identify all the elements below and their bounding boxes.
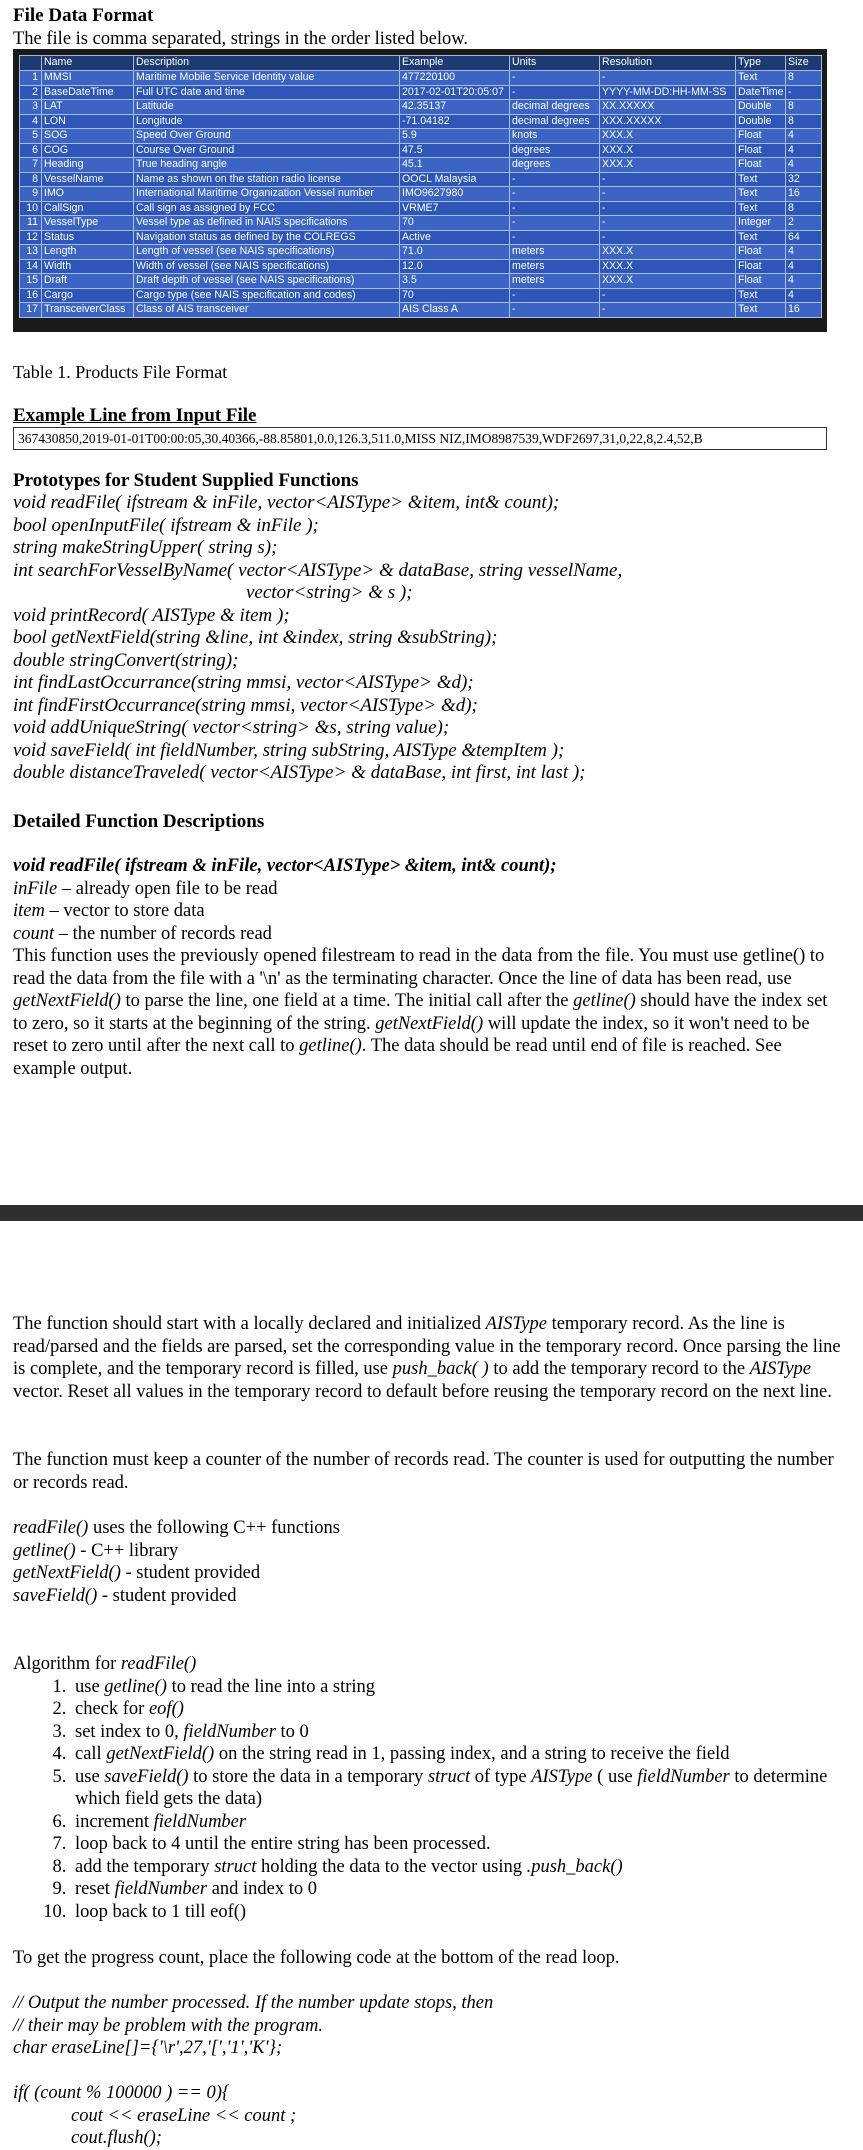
table-cell: 70 — [400, 288, 510, 303]
table-cell: 64 — [786, 230, 822, 245]
table-cell: 8 — [786, 201, 822, 216]
table-cell: - — [510, 85, 600, 100]
table-cell: 15 — [20, 274, 42, 289]
table-cell: Float — [736, 245, 786, 260]
table-cell: - — [510, 201, 600, 216]
table-cell: 45.1 — [400, 158, 510, 173]
table-cell: 32 — [786, 172, 822, 187]
function-uses-list: readFile() uses the following C++ functions getline() - C++ library getNextField() - student provided saveField() - student provided — [13, 1518, 340, 1606]
table-cell: IMO — [42, 187, 134, 202]
prototype-line: int findFirstOccurrance(string mmsi, vector<AISType> &d); — [13, 694, 478, 716]
param-line — [13, 878, 843, 901]
table-cell: degrees — [510, 158, 600, 173]
example-line-title: Example Line from Input File — [13, 405, 257, 426]
prototype-line: void printRecord( AISType & item ); — [13, 604, 290, 626]
prototype-line: void saveField( int fieldNumber, string subString, AISType &tempItem ); — [13, 739, 565, 761]
table-cell: Double — [736, 114, 786, 129]
table-cell: Active — [400, 230, 510, 245]
table-header-cell: Name — [42, 56, 134, 71]
table-header-cell: Resolution — [600, 56, 736, 71]
table-cell: Status — [42, 230, 134, 245]
table-header-cell — [20, 56, 42, 71]
progress-code-block — [13, 1992, 843, 2150]
table-cell: 8 — [786, 100, 822, 115]
table-cell: 6 — [20, 143, 42, 158]
section-title-file-data-format: File Data Format — [13, 5, 154, 26]
table-cell: Full UTC date and time — [134, 85, 400, 100]
table-cell: 71.0 — [400, 245, 510, 260]
table-cell: Longitude — [134, 114, 400, 129]
file-format-table — [19, 55, 822, 318]
table-cell: Float — [736, 274, 786, 289]
table-cell: Text — [736, 288, 786, 303]
table-cell: IMO9627980 — [400, 187, 510, 202]
table-cell: Navigation status as defined by the COLREGS — [134, 230, 400, 245]
table-cell: OOCL Malaysia — [400, 172, 510, 187]
table-cell: True heading angle — [134, 158, 400, 173]
table-cell: 8 — [786, 71, 822, 86]
table-cell: 17 — [20, 303, 42, 318]
table-row — [20, 114, 822, 129]
readfile-description — [13, 855, 843, 1080]
table-cell: XXX.X — [600, 245, 736, 260]
table-cell: 12 — [20, 230, 42, 245]
table-cell: VesselType — [42, 216, 134, 231]
algorithm-steps — [13, 1676, 843, 1924]
table-cell: - — [510, 216, 600, 231]
table-cell: BaseDateTime — [42, 85, 134, 100]
table-cell: DateTime — [736, 85, 786, 100]
code-line: cout.flush(); — [71, 2128, 162, 2148]
table-cell: 16 — [786, 303, 822, 318]
table-cell: - — [510, 230, 600, 245]
prototype-line: void addUniqueString( vector<string> &s, string value); — [13, 717, 450, 738]
table-cell: Draft depth of vessel (see NAIS specifications) — [134, 274, 400, 289]
table-cell: Cargo type (see NAIS specification and codes) — [134, 288, 400, 303]
table-cell: XX.XXXXX — [600, 100, 736, 115]
table-cell: - — [510, 303, 600, 318]
table-header-cell: Type — [736, 56, 786, 71]
progress-instruction: To get the progress count, place the following code at the bottom of the read loop. — [13, 1948, 620, 1968]
table-row — [20, 303, 822, 318]
table-cell: Float — [736, 259, 786, 274]
table-cell: 10 — [20, 201, 42, 216]
table-cell: 12.0 — [400, 259, 510, 274]
algorithm-step: 7. loop back to 4 until the entire string has been processed. — [71, 1833, 843, 1856]
table-row — [20, 85, 822, 100]
table-cell: Name as shown on the station radio license — [134, 172, 400, 187]
algorithm-section — [13, 1653, 843, 1923]
table-cell: Cargo — [42, 288, 134, 303]
algorithm-step: 2. check for eof() — [71, 1698, 843, 1721]
prototypes-list — [13, 492, 622, 785]
table-cell: Heading — [42, 158, 134, 173]
table-cell: 4 — [786, 158, 822, 173]
algorithm-title: Algorithm for readFile() — [13, 1654, 197, 1674]
table-cell: - — [600, 187, 736, 202]
table-row — [20, 259, 822, 274]
table-cell: Draft — [42, 274, 134, 289]
algorithm-step: 6. increment fieldNumber — [71, 1811, 843, 1834]
algorithm-step: 1. use getline() to read the line into a string — [71, 1676, 843, 1699]
table-cell: Length — [42, 245, 134, 260]
table-cell: International Maritime Organization Vessel number — [134, 187, 400, 202]
table-cell: - — [600, 216, 736, 231]
table-cell: YYYY-MM-DD:HH-MM-SS — [600, 85, 736, 100]
table-cell: 8 — [786, 114, 822, 129]
param-name: item — [13, 901, 45, 921]
table-cell: Call sign as assigned by FCC — [134, 201, 400, 216]
table-cell: Text — [736, 201, 786, 216]
table-cell: Length of vessel (see NAIS specifications) — [134, 245, 400, 260]
table-row — [20, 143, 822, 158]
code-line — [13, 2060, 843, 2083]
table-cell: 4 — [20, 114, 42, 129]
readfile-start-paragraph: The function should start with a locally declared and initialized AISType temporary record. As the line is read/parsed and the fields are parsed, set the corresponding value in the temporary record. Once parsing the line is complete, and the temporary record is filled, use push_back( ) to add the temporary record to the AISType vector. Reset all values in the temporary record to default before reusing the temporary record on the next line. — [13, 1314, 841, 1402]
example-line-box: 367430850,2019-01-01T00:00:05,30.40366,-88.85801,0.0,126.3,511.0,MISS NIZ,IMO8987539,WDF2697,31,0,22,8,2.4,52,B — [13, 427, 827, 450]
table-cell: XXX.X — [600, 259, 736, 274]
algorithm-step: 5. use saveField() to store the data in a temporary struct of type AISType ( use fieldNumber to determine which field gets the data) — [71, 1766, 843, 1811]
table-header-cell: Example — [400, 56, 510, 71]
table-cell: 4 — [786, 143, 822, 158]
table-cell: Class of AIS transceiver — [134, 303, 400, 318]
table-cell: 16 — [786, 187, 822, 202]
table-cell: XXX.X — [600, 143, 736, 158]
code-line: // their may be problem with the program. — [13, 2015, 324, 2036]
table-cell: 14 — [20, 259, 42, 274]
table-cell: - — [600, 172, 736, 187]
table-cell: 5.9 — [400, 129, 510, 144]
table-row — [20, 158, 822, 173]
table-cell: 4 — [786, 129, 822, 144]
table-cell: - — [600, 230, 736, 245]
file-format-subtitle: The file is comma separated, strings in the order listed below. — [13, 28, 469, 49]
table-cell: CallSign — [42, 201, 134, 216]
algorithm-step: 3. set index to 0, fieldNumber to 0 — [71, 1721, 843, 1744]
table-cell: 2017-02-01T20:05:07 — [400, 85, 510, 100]
table-cell: - — [600, 303, 736, 318]
prototypes-title: Prototypes for Student Supplied Functions — [13, 470, 359, 491]
algorithm-step: 4. call getNextField() on the string read in 1, passing index, and a string to receive the field — [71, 1743, 843, 1766]
table-caption: Table 1. Products File Format — [13, 362, 228, 382]
table-cell: 4 — [786, 288, 822, 303]
table-cell: Speed Over Ground — [134, 129, 400, 144]
table-cell: Integer — [736, 216, 786, 231]
table-cell: Text — [736, 187, 786, 202]
table-cell: XXX.X — [600, 274, 736, 289]
table-row — [20, 216, 822, 231]
table-cell: 13 — [20, 245, 42, 260]
detailed-descriptions-title: Detailed Function Descriptions — [13, 811, 265, 832]
table-row — [20, 288, 822, 303]
table-row — [20, 201, 822, 216]
table-cell: Width — [42, 259, 134, 274]
prototype-line: double distanceTraveled( vector<AISType> & dataBase, int first, int last ); — [13, 762, 586, 783]
table-cell: Double — [736, 100, 786, 115]
table-cell: 7 — [20, 158, 42, 173]
table-cell: 4 — [786, 259, 822, 274]
table-row — [20, 100, 822, 115]
table-cell: degrees — [510, 143, 600, 158]
param-line — [13, 923, 843, 946]
table-cell: Text — [736, 303, 786, 318]
table-cell: 4 — [786, 274, 822, 289]
table-cell: 16 — [20, 288, 42, 303]
table-cell: decimal degrees — [510, 114, 600, 129]
table-cell: Float — [736, 143, 786, 158]
table-cell: 8 — [20, 172, 42, 187]
table-row — [20, 71, 822, 86]
table-row — [20, 274, 822, 289]
table-cell: XXX.XXXXX — [600, 114, 736, 129]
table-cell: TransceiverClass — [42, 303, 134, 318]
readfile-signature: void readFile( ifstream & inFile, vector<AISType> &item, int& count); — [13, 856, 557, 876]
table-cell: MMSI — [42, 71, 134, 86]
table-cell: Maritime Mobile Service Identity value — [134, 71, 400, 86]
page-break-divider — [0, 1205, 863, 1221]
table-cell: Text — [736, 230, 786, 245]
algorithm-step: 9. reset fieldNumber and index to 0 — [71, 1878, 843, 1901]
table-cell: VRME7 — [400, 201, 510, 216]
table-cell: Latitude — [134, 100, 400, 115]
table-cell: - — [600, 71, 736, 86]
table-cell: - — [510, 71, 600, 86]
table-cell: 2 — [20, 85, 42, 100]
table-cell: 11 — [20, 216, 42, 231]
table-cell: 1 — [20, 71, 42, 86]
code-line: // Output the number processed. If the number update stops, then — [13, 1993, 494, 2013]
table-cell: COG — [42, 143, 134, 158]
table-cell: 2 — [786, 216, 822, 231]
table-cell: decimal degrees — [510, 100, 600, 115]
table-cell: 3 — [20, 100, 42, 115]
table-cell: Width of vessel (see NAIS specifications) — [134, 259, 400, 274]
readfile-paragraph: This function uses the previously opened filestream to read in the data from the file. You must use getline() to read the data from the file with a '\n' as the terminating character. Once the line of data has been read, use getNextField() to parse the line, one field at a time. The initial call after the getline() should have the index set to zero, so it starts at the beginning of the string. getNextField() will update the index, so it won't need to be reset to zero until after the next call to getline(). The data should be read until end of file is reached. See example output. — [13, 946, 828, 1079]
table-cell: Course Over Ground — [134, 143, 400, 158]
table-cell: Vessel type as defined in NAIS specifications — [134, 216, 400, 231]
table-header-cell: Description — [134, 56, 400, 71]
param-line — [13, 900, 843, 923]
table-cell: meters — [510, 245, 600, 260]
table-cell: - — [510, 187, 600, 202]
prototype-line-continued: vector<string> & s ); — [246, 582, 413, 603]
table-cell: XXX.X — [600, 158, 736, 173]
table-cell: -71.04182 — [400, 114, 510, 129]
prototype-line: bool getNextField(string &line, int &index, string &subString); — [13, 627, 498, 648]
table-cell: Text — [736, 172, 786, 187]
table-cell: VesselName — [42, 172, 134, 187]
algorithm-step: 10. loop back to 1 till eof() — [71, 1901, 843, 1924]
prototype-line: int searchForVesselByName( vector<AISType> & dataBase, string vesselName, — [13, 559, 623, 581]
prototype-line: bool openInputFile( ifstream & inFile ); — [13, 514, 319, 536]
param-desc: – the number of records read — [54, 923, 272, 944]
table-cell: 4 — [786, 245, 822, 260]
prototype-line: int findLastOccurrance(string mmsi, vector<AISType> &d); — [13, 672, 474, 693]
table-cell: - — [510, 172, 600, 187]
table-cell: Text — [736, 71, 786, 86]
table-cell: Float — [736, 158, 786, 173]
prototype-line: double stringConvert(string); — [13, 649, 239, 671]
table-cell: LON — [42, 114, 134, 129]
param-name: inFile — [13, 878, 58, 899]
param-name: count — [13, 923, 55, 944]
param-desc: – vector to store data — [44, 901, 205, 921]
table-row — [20, 187, 822, 202]
table-cell: - — [600, 201, 736, 216]
table-cell: Float — [736, 129, 786, 144]
table-cell: - — [786, 85, 822, 100]
table-cell: XXX.X — [600, 129, 736, 144]
file-format-table-frame — [13, 49, 827, 332]
prototype-line: string makeStringUpper( string s); — [13, 537, 278, 558]
table-cell: 47.5 — [400, 143, 510, 158]
table-cell: meters — [510, 259, 600, 274]
table-row — [20, 172, 822, 187]
code-line: if( (count % 100000 ) == 0){ — [13, 2083, 230, 2103]
table-cell: meters — [510, 274, 600, 289]
counter-paragraph: The function must keep a counter of the number of records read. The counter is used for outputting the number or records read. — [13, 1450, 834, 1493]
table-cell: 70 — [400, 216, 510, 231]
table-cell: - — [600, 288, 736, 303]
table-cell: 477220100 — [400, 71, 510, 86]
table-cell: LAT — [42, 100, 134, 115]
table-cell: 3.5 — [400, 274, 510, 289]
table-header-cell: Units — [510, 56, 600, 71]
param-desc: – already open file to be read — [57, 878, 278, 899]
code-line: char eraseLine[]={'\r',27,'[','1','K'}; — [13, 2038, 283, 2058]
table-row — [20, 245, 822, 260]
prototype-line: void readFile( ifstream & inFile, vector<AISType> &item, int& count); — [13, 492, 560, 513]
table-cell: knots — [510, 129, 600, 144]
table-row — [20, 230, 822, 245]
table-cell: - — [510, 288, 600, 303]
algorithm-step: 8. add the temporary struct holding the data to the vector using .push_back() — [71, 1856, 843, 1879]
table-cell: 42.35137 — [400, 100, 510, 115]
code-line: cout << eraseLine << count ; — [71, 2105, 297, 2126]
table-header-cell: Size — [786, 56, 822, 71]
table-row — [20, 129, 822, 144]
table-cell: 9 — [20, 187, 42, 202]
table-cell: SOG — [42, 129, 134, 144]
table-cell: AIS Class A — [400, 303, 510, 318]
table-cell: 5 — [20, 129, 42, 144]
